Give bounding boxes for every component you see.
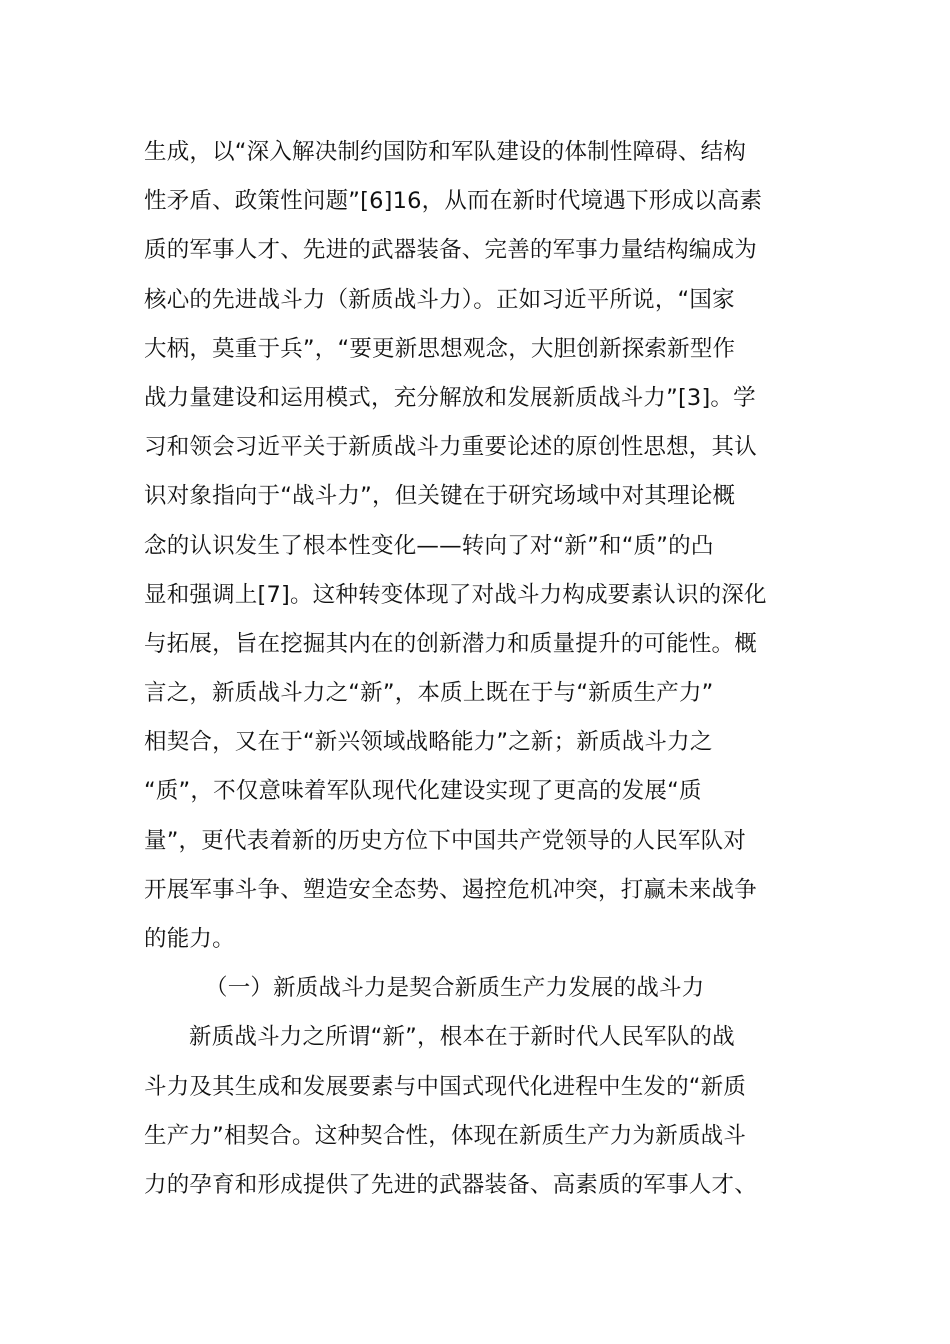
paragraph-line: 识对象指向于“战斗力”，但关键在于研究场域中对其理论概 xyxy=(144,483,736,510)
paragraph-line: 生成，以“深入解决制约国防和军队建设的体制性障碍、结构 xyxy=(144,139,747,165)
paragraph-line: 习和领会习近平关于新质战斗力重要论述的原创性思想，其认 xyxy=(144,434,757,461)
paragraph-line: 大柄，莫重于兵”，“要更新思想观念，大胆创新探索新型作 xyxy=(144,335,736,362)
paragraph-line: 核心的先进战斗力（新质战斗力）。正如习近平所说，“国家 xyxy=(144,286,735,313)
paragraph-line: 开展军事斗争、塑造安全态势、遏控危机冲突，打赢未来战争 xyxy=(144,876,757,903)
paragraph-line: 生产力”相契合。这种契合性，体现在新质生产力为新质战斗 xyxy=(144,1122,747,1149)
paragraph-line: 质的军事人才、先进的武器装备、完善的军事力量结构编成为 xyxy=(144,237,757,264)
paragraph-line: “质”，不仅意味着军队现代化建设实现了更高的发展“质 xyxy=(144,778,702,805)
paragraph-1 xyxy=(144,128,814,964)
paragraph-line: 性矛盾、政策性问题”[6]16，从而在新时代境遇下形成以高素 xyxy=(144,188,763,215)
paragraph-line: 力的孕育和形成提供了先进的武器装备、高素质的军事人才、 xyxy=(144,1171,757,1198)
body-text xyxy=(144,128,814,1210)
paragraph-line: 量”，更代表着新的历史方位下中国共产党领导的人民军队对 xyxy=(144,827,747,854)
paragraph-line: 显和强调上[7]。这种转变体现了对战斗力构成要素认识的深化 xyxy=(144,581,767,608)
paragraph-line: 言之，新质战斗力之“新”，本质上既在于与“新质生产力” xyxy=(144,680,714,707)
paragraph-2 xyxy=(144,1013,814,1210)
section-heading: （一）新质战斗力是契合新质生产力发展的战斗力 xyxy=(205,975,705,1002)
paragraph-line: 战力量建设和运用模式，充分解放和发展新质战斗力”[3]。学 xyxy=(144,384,756,411)
paragraph-line: 新质战斗力之所谓“新”，根本在于新时代人民军队的战 xyxy=(189,1024,735,1051)
paragraph-line: 念的认识发生了根本性变化——转向了对“新”和“质”的凸 xyxy=(144,532,714,559)
paragraph-line: 的能力。 xyxy=(144,926,235,952)
paragraph-line: 相契合，又在于“新兴领域战略能力”之新；新质战斗力之 xyxy=(144,729,713,756)
paragraph-line: 斗力及其生成和发展要素与中国式现代化进程中生发的“新质 xyxy=(144,1073,747,1100)
paragraph-line: 与拓展，旨在挖掘其内在的创新潜力和质量提升的可能性。概 xyxy=(144,630,757,657)
